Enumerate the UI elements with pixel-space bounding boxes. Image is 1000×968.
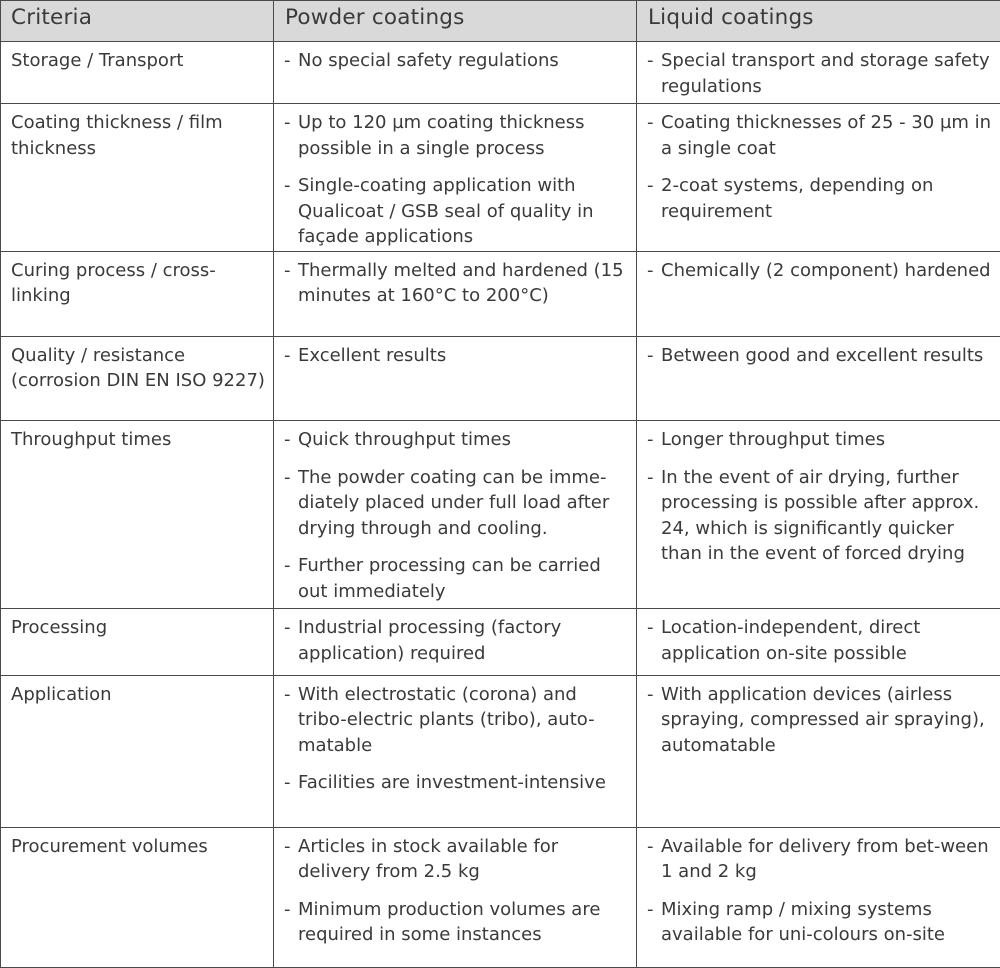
- powder-list-item: - Facilities are investment-intensive: [284, 770, 628, 796]
- powder-list-item: - Minimum production volumes are required in some instances: [284, 897, 628, 948]
- criterion-label: Curing process / cross-linking: [11, 259, 216, 307]
- liquid-list-item: - Location-independent, direct application on-site possible: [647, 615, 992, 666]
- criterion-cell: [1, 104, 274, 252]
- liquid-cell: [637, 675, 1000, 827]
- liquid-list-item: - Between good and excellent results: [647, 343, 992, 369]
- powder-list-item: - Articles in stock available for delivery from 2.5 kg: [284, 834, 628, 885]
- criterion-label: Application: [11, 683, 112, 705]
- criterion-cell: [1, 609, 274, 675]
- table-row: [1, 104, 1000, 252]
- table-row: [1, 336, 1000, 421]
- liquid-cell: [637, 251, 1000, 336]
- powder-list-item: - Further processing can be carried out immediately: [284, 553, 628, 604]
- criterion-cell: [1, 251, 274, 336]
- liquid-list-item: - Mixing ramp / mixing systems available for uni-colours on-site: [647, 897, 992, 948]
- liquid-list: [647, 48, 992, 99]
- liquid-cell: [637, 42, 1000, 104]
- liquid-list: [647, 110, 992, 224]
- powder-cell: [274, 336, 637, 421]
- powder-cell: [274, 675, 637, 827]
- liquid-list-item: - In the event of air drying, further processing is possible after approx. 24, which is significantly quicker than in the event of forced drying: [647, 465, 992, 567]
- table-row: [1, 42, 1000, 104]
- powder-list-item: - Excellent results: [284, 343, 628, 369]
- criterion-label: Quality / resistance (corrosion DIN EN ISO 9227): [11, 344, 265, 392]
- powder-list-item: - Quick throughput times: [284, 427, 628, 453]
- header-row: [1, 1, 1000, 42]
- powder-list-item: - Industrial processing (factory application) required: [284, 615, 628, 666]
- table-row: [1, 421, 1000, 609]
- criterion-cell: [1, 42, 274, 104]
- liquid-list-item: - Available for delivery from bet-ween 1 and 2 kg: [647, 834, 992, 885]
- powder-list-item: - With electrostatic (corona) and tribo-electric plants (tribo), auto-matable: [284, 682, 628, 759]
- liquid-list: [647, 682, 992, 759]
- criterion-label: Processing: [11, 617, 108, 639]
- liquid-list: [647, 258, 992, 284]
- powder-list-item: - The powder coating can be imme-diately placed under full load after drying through and cooling.: [284, 465, 628, 542]
- criterion-cell: [1, 336, 274, 421]
- powder-list-item: - Thermally melted and hardened (15 minutes at 160°C to 200°C): [284, 258, 628, 309]
- header-powder-coatings: Powder coatings: [274, 1, 637, 42]
- powder-list: [284, 110, 628, 250]
- header-liquid-coatings: Liquid coatings: [637, 1, 1000, 42]
- liquid-list: [647, 615, 992, 666]
- table-row: [1, 609, 1000, 675]
- liquid-cell: [637, 104, 1000, 252]
- liquid-list: [647, 343, 992, 369]
- liquid-list-item: - With application devices (airless spraying, compressed air spraying), automatable: [647, 682, 992, 759]
- liquid-list-item: - Special transport and storage safety regulations: [647, 48, 992, 99]
- liquid-list: [647, 834, 992, 948]
- table-row: [1, 251, 1000, 336]
- criterion-cell: [1, 421, 274, 609]
- powder-list: [284, 427, 628, 604]
- powder-list: [284, 834, 628, 948]
- powder-cell: [274, 421, 637, 609]
- powder-cell: [274, 42, 637, 104]
- liquid-list-item: - Coating thicknesses of 25 - 30 µm in a single coat: [647, 110, 992, 161]
- powder-list: [284, 682, 628, 796]
- powder-list-item: - No special safety regulations: [284, 48, 628, 74]
- liquid-cell: [637, 421, 1000, 609]
- liquid-list-item: - Longer throughput times: [647, 427, 992, 453]
- criterion-label: Coating thickness / film thickness: [11, 112, 223, 159]
- powder-list-item: - Single-coating application with Qualicoat / GSB seal of quality in façade applications: [284, 173, 628, 250]
- powder-cell: [274, 251, 637, 336]
- liquid-cell: [637, 827, 1000, 967]
- liquid-list-item: - Chemically (2 component) hardened: [647, 258, 992, 284]
- powder-list: [284, 48, 628, 74]
- liquid-list-item: - 2-coat systems, depending on requirement: [647, 173, 992, 224]
- powder-cell: [274, 827, 637, 967]
- powder-list: [284, 343, 628, 369]
- powder-cell: [274, 609, 637, 675]
- powder-cell: [274, 104, 637, 252]
- powder-list: [284, 615, 628, 666]
- header-criteria: Criteria: [1, 1, 274, 42]
- criterion-cell: [1, 827, 274, 967]
- powder-list: [284, 258, 628, 309]
- liquid-cell: [637, 609, 1000, 675]
- criterion-label: Storage / Transport: [11, 50, 184, 71]
- table-body: [1, 42, 1000, 968]
- liquid-cell: [637, 336, 1000, 421]
- criterion-cell: [1, 675, 274, 827]
- powder-list-item: - Up to 120 µm coating thickness possible in a single process: [284, 110, 628, 161]
- criterion-label: Procurement volumes: [11, 835, 208, 857]
- liquid-list: [647, 427, 992, 567]
- table-row: [1, 675, 1000, 827]
- table-row: [1, 827, 1000, 967]
- criterion-label: Throughput times: [11, 429, 172, 451]
